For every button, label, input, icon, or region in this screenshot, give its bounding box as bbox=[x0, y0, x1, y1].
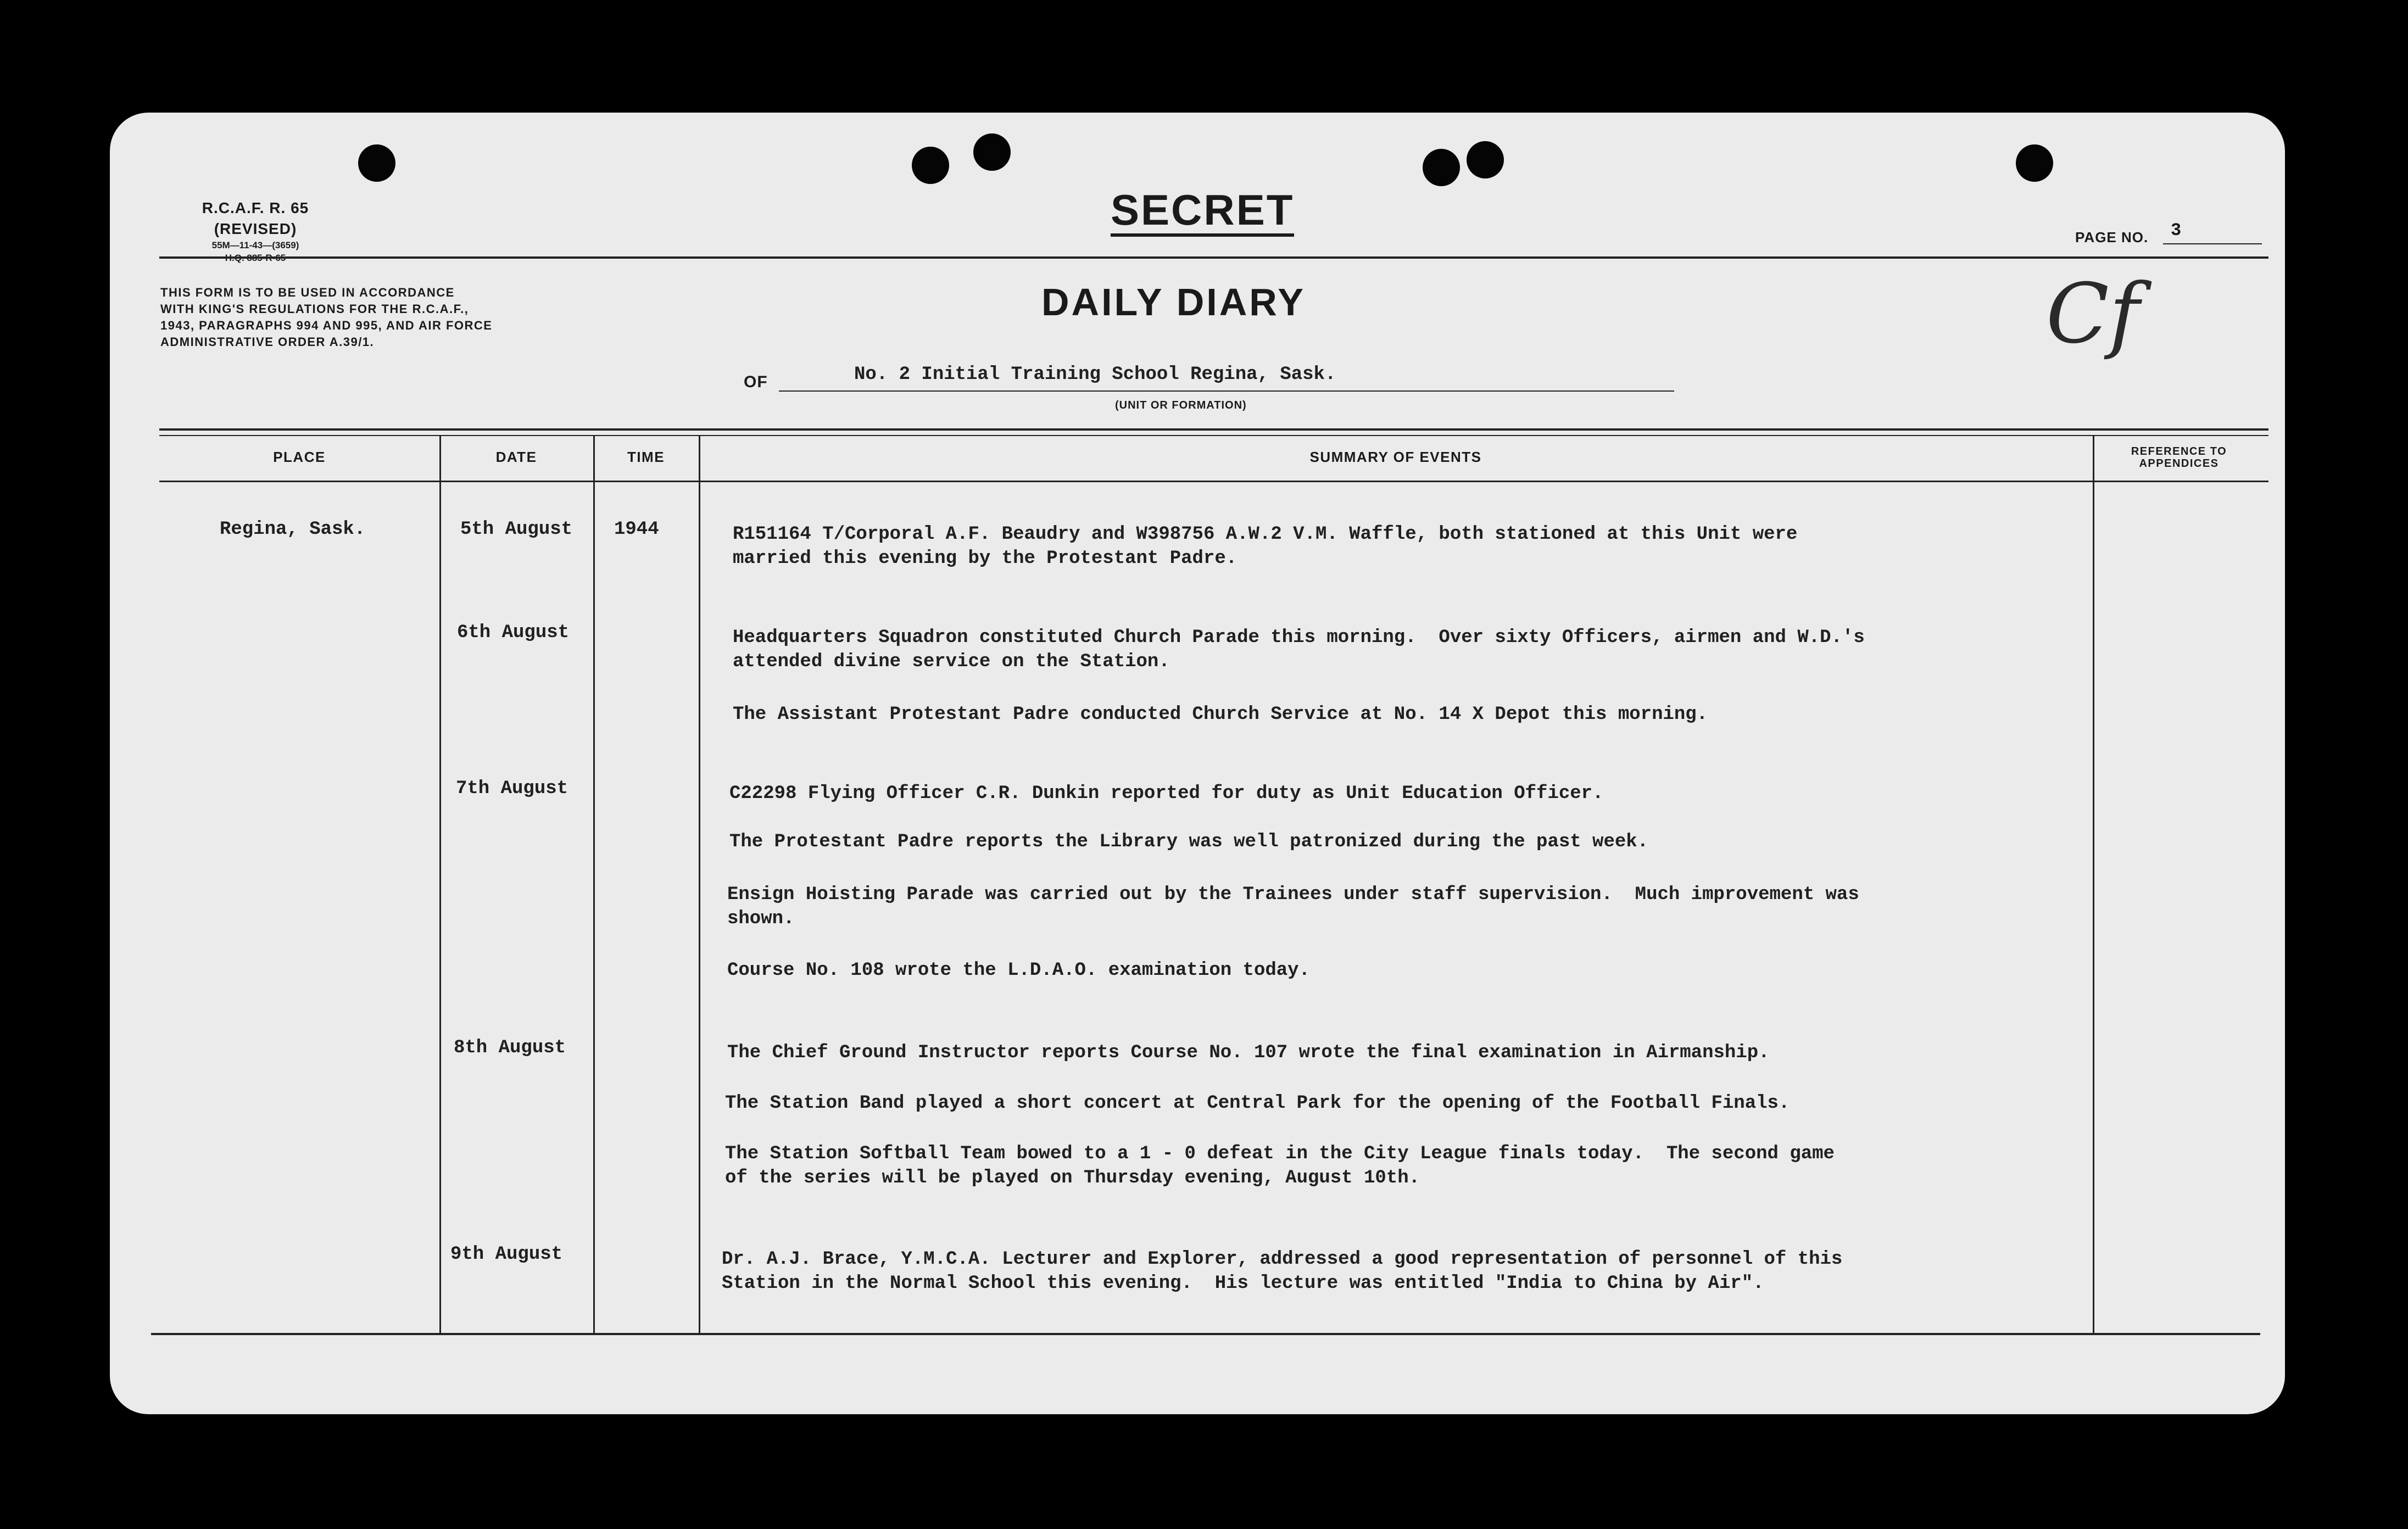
unit-prefix: OF bbox=[744, 373, 768, 391]
event-entry: Course No. 108 wrote the L.D.A.O. examination today. bbox=[727, 960, 1310, 981]
handwritten-mark: Cf bbox=[2046, 266, 2140, 362]
column-header-time: TIME bbox=[627, 449, 665, 465]
punch-hole bbox=[1467, 141, 1504, 178]
document-title: DAILY DIARY bbox=[1041, 281, 1306, 323]
table-top-rule bbox=[159, 428, 2268, 431]
entry-date: 9th August bbox=[450, 1244, 563, 1265]
header-rule bbox=[159, 256, 2268, 259]
punch-hole bbox=[2016, 144, 2053, 182]
entry-date: 5th August bbox=[460, 519, 573, 540]
punch-hole bbox=[358, 144, 395, 182]
punch-hole bbox=[1423, 149, 1460, 186]
event-entry: The Assistant Protestant Padre conducted Church Service at No. 14 X Depot this morning. bbox=[733, 704, 1708, 725]
form-print-run: 55M—11-43—(3659) bbox=[211, 239, 299, 250]
table-top-rule bbox=[159, 435, 2268, 436]
page-number-value: 3 bbox=[2171, 220, 2182, 241]
page-number-label: PAGE NO. bbox=[2075, 229, 2149, 245]
column-header-summary: SUMMARY OF EVENTS bbox=[1309, 449, 1482, 465]
classification-stamp: SECRET bbox=[1111, 188, 1294, 237]
unit-value: No. 2 Initial Training School Regina, Sask. bbox=[854, 364, 1336, 385]
event-entry: Headquarters Squadron constituted Church Parade this morning. Over sixty Officers, airmen and W.D.'s attended divine service on the Station. bbox=[733, 627, 1865, 672]
table-bottom-rule bbox=[151, 1333, 2260, 1335]
entry-date: 8th August bbox=[454, 1037, 566, 1058]
form-instructions-line: ADMINISTRATIVE ORDER A.39/1. bbox=[160, 335, 375, 349]
table-header-rule bbox=[159, 481, 2268, 482]
entry-date: 7th August bbox=[456, 778, 568, 799]
punch-hole bbox=[973, 133, 1011, 171]
unit-rule bbox=[779, 390, 1674, 392]
form-instructions bbox=[160, 284, 492, 350]
form-instructions-line: 1943, PARAGRAPHS 994 AND 995, AND AIR FORCE bbox=[160, 319, 493, 332]
event-entry: The Station Softball Team bowed to a 1 - 0 defeat in the City League finals today. The second game of the series will be played on Thursday evening, August 10th. bbox=[725, 1143, 1835, 1188]
column-header-place: PLACE bbox=[273, 449, 326, 465]
form-identifier bbox=[165, 198, 346, 264]
form-instructions-line: THIS FORM IS TO BE USED IN ACCORDANCE bbox=[160, 286, 455, 299]
event-entry: C22298 Flying Officer C.R. Dunkin reported for duty as Unit Education Officer. bbox=[729, 783, 1604, 804]
event-entry: Ensign Hoisting Parade was carried out by the Trainees under staff supervision. Much improvement was shown. bbox=[727, 884, 1859, 929]
column-separator bbox=[699, 435, 700, 1333]
column-header-reference: REFERENCE TO APPENDICES bbox=[2131, 445, 2227, 470]
event-entry: The Station Band played a short concert at Central Park for the opening of the Football Finals. bbox=[725, 1093, 1790, 1114]
page-number-rule bbox=[2163, 243, 2262, 244]
unit-caption: (UNIT OR FORMATION) bbox=[1115, 399, 1247, 411]
entry-time: 1944 bbox=[614, 519, 659, 540]
column-separator bbox=[439, 435, 441, 1333]
diary-sheet bbox=[110, 113, 2285, 1414]
entry-place: Regina, Sask. bbox=[220, 519, 366, 540]
event-entry: Dr. A.J. Brace, Y.M.C.A. Lecturer and Explorer, addressed a good representation of personnel of this Station in the Normal School this evening. His lecture was entitled "India to China by Air". bbox=[722, 1249, 1843, 1294]
entry-date: 6th August bbox=[457, 622, 570, 643]
event-entry: The Protestant Padre reports the Library was well patronized during the past week. bbox=[729, 832, 1649, 852]
column-separator bbox=[2093, 435, 2094, 1333]
punch-hole bbox=[912, 147, 949, 184]
column-separator bbox=[593, 435, 595, 1333]
column-header-date: DATE bbox=[495, 449, 537, 465]
form-instructions-line: WITH KING'S REGULATIONS FOR THE R.C.A.F., bbox=[160, 302, 469, 316]
form-code: R.C.A.F. R. 65 (REVISED) bbox=[202, 199, 309, 237]
event-entry: R151164 T/Corporal A.F. Beaudry and W398756 A.W.2 V.M. Waffle, both stationed at this Unit were married this evening by the Protestant Padre. bbox=[733, 524, 1798, 569]
event-entry: The Chief Ground Instructor reports Course No. 107 wrote the final examination in Airmanship. bbox=[727, 1042, 1770, 1063]
